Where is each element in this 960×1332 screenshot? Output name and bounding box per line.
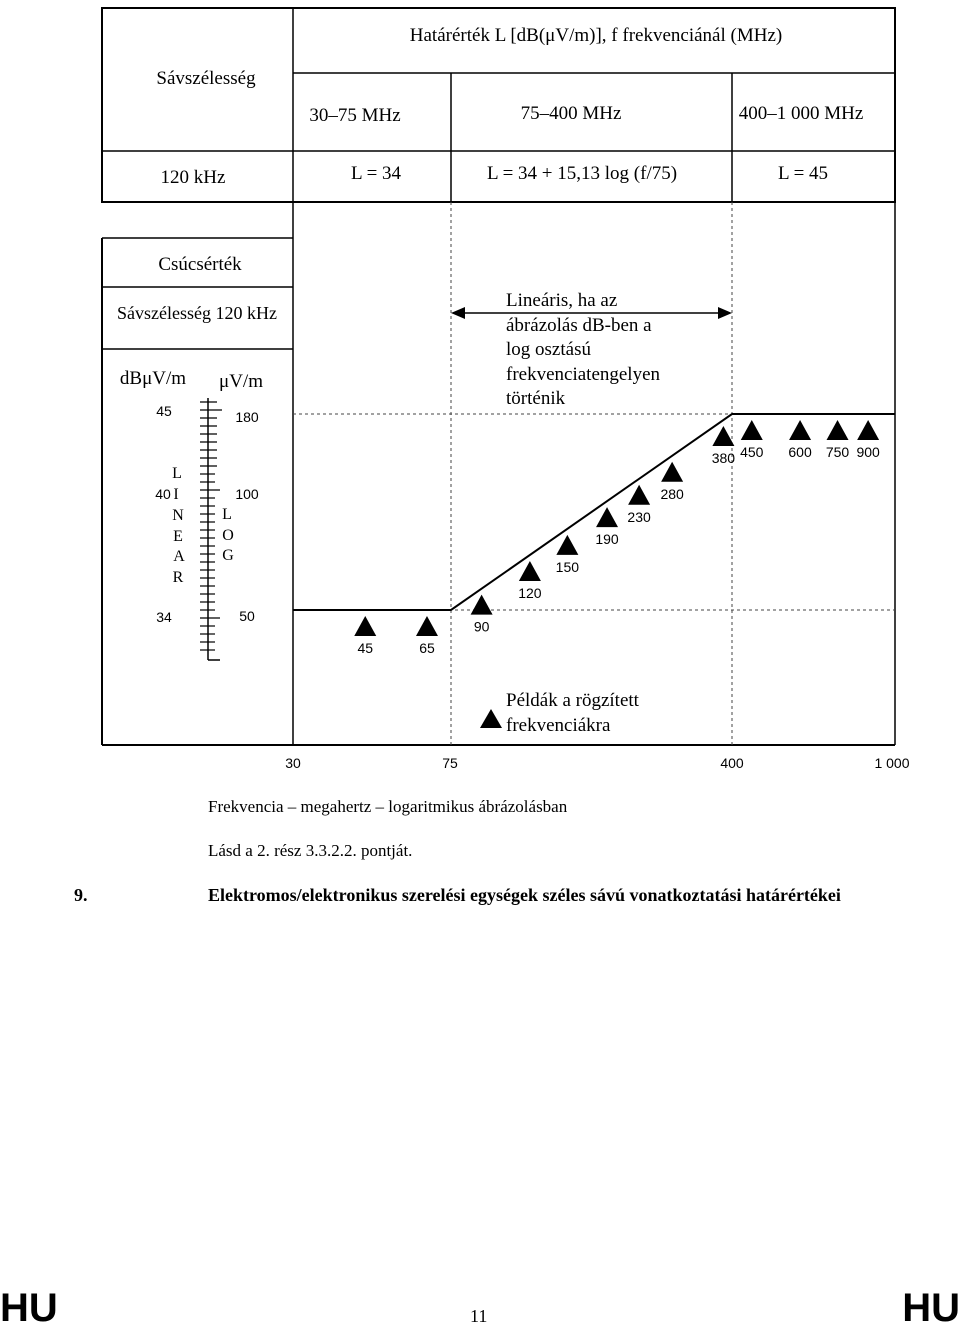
frequency-marker-280 (661, 462, 683, 482)
range-75-400: 75–400 MHz (520, 103, 622, 124)
linear-letter: L (172, 465, 182, 482)
side-bandwidth-label: Sávszélesség 120 kHz (117, 303, 277, 323)
frequency-marker-450 (741, 420, 763, 440)
page-number: 11 (470, 1306, 488, 1326)
arrow-left-icon (451, 307, 465, 319)
frequency-marker-230 (628, 485, 650, 505)
unit-uv: μV/m (219, 371, 263, 392)
frequency-marker-label: 280 (660, 485, 684, 502)
linear-letter: R (172, 569, 184, 586)
linear-note-line-1: Lineáris, ha az (506, 290, 618, 311)
frequency-marker-45 (354, 616, 376, 636)
reference-caption: Lásd a 2. rész 3.3.2.2. pontját. (208, 841, 413, 860)
footer-hu-left: HU (0, 1286, 58, 1330)
frequency-marker-label: 120 (518, 584, 542, 601)
frequency-marker-190 (596, 507, 618, 527)
range-30-75: 30–75 MHz (309, 105, 401, 126)
frequency-marker-label: 900 (856, 444, 880, 460)
formula-30-75: L = 34 (350, 163, 402, 184)
linear-letter: N (172, 507, 184, 524)
frequency-marker-label: 190 (595, 531, 619, 548)
linear-note-line-4: frekvenciatengelyen (506, 364, 661, 385)
peak-label: Csúcsérték (158, 254, 242, 275)
example-note-line-2: frekvenciákra (506, 715, 611, 736)
uv-tick-180: 180 (235, 409, 259, 425)
log-letter: G (222, 547, 234, 564)
range-400-1000: 400–1 000 MHz (738, 103, 864, 124)
unit-db: dBμV/m (119, 368, 187, 389)
frequency-marker-label: 230 (627, 508, 651, 525)
frequency-marker-750 (827, 420, 849, 440)
frequency-marker-label: 150 (555, 558, 580, 575)
section-number: 9. (74, 885, 88, 905)
x-tick-label: 75 (442, 755, 458, 771)
frequency-marker-65 (416, 616, 438, 636)
db-tick-34: 34 (156, 609, 172, 625)
arrow-right-icon (718, 307, 732, 319)
linear-note-line-2: ábrázolás dB-ben a (506, 315, 652, 336)
frequency-marker-600 (789, 420, 811, 440)
linear-letter: I (173, 486, 179, 503)
frequency-marker-label: 45 (357, 640, 374, 656)
x-tick-label: 30 (285, 755, 301, 771)
linear-note-line-5: történik (506, 388, 566, 409)
frequency-marker-label: 600 (788, 444, 812, 460)
log-letter: O (222, 527, 234, 544)
frequency-marker-label: 65 (419, 640, 435, 656)
section-title: Elektromos/elektronikus szerelési egységek széles sávú vonatkoztatási határértékei (208, 885, 841, 905)
frequency-marker-label: 90 (473, 618, 490, 635)
frequency-marker-label: 750 (825, 444, 850, 460)
bandwidth-label: Sávszélesség (156, 68, 256, 89)
example-note-line-1: Példák a rögzített (506, 690, 639, 711)
linear-letter: A (173, 548, 185, 565)
formula-75-400: L = 34 + 15,13 log (f/75) (486, 163, 678, 184)
footer-hu-right: HU (902, 1286, 960, 1330)
legend-triangle-icon (480, 709, 502, 728)
log-letter: L (222, 506, 232, 523)
linear-letter: E (173, 528, 183, 545)
x-tick-label: 1 000 (874, 755, 910, 771)
frequency-marker-120 (519, 561, 541, 581)
db-tick-45: 45 (156, 403, 172, 419)
bandwidth-value: 120 kHz (160, 167, 226, 188)
x-tick-label: 400 (720, 755, 744, 771)
frequency-marker-label: 450 (740, 444, 764, 460)
db-tick-40: 40 (155, 486, 171, 502)
frequency-marker-90 (471, 595, 493, 615)
uv-tick-100: 100 (235, 486, 259, 502)
frequency-marker-900 (857, 420, 879, 440)
frequency-marker-label: 380 (711, 450, 736, 467)
formula-400-1000: L = 45 (777, 163, 829, 184)
uv-tick-50: 50 (239, 608, 255, 624)
limit-header: Határérték L [dB(μV/m)], f frekvenciánál (MHz) (409, 25, 783, 46)
linear-note-line-3: log osztású (506, 339, 591, 360)
frequency-marker-150 (556, 535, 578, 555)
frequency-marker-380 (712, 426, 734, 446)
frequency-caption: Frekvencia – megahertz – logaritmikus ábrázolásban (208, 797, 568, 816)
